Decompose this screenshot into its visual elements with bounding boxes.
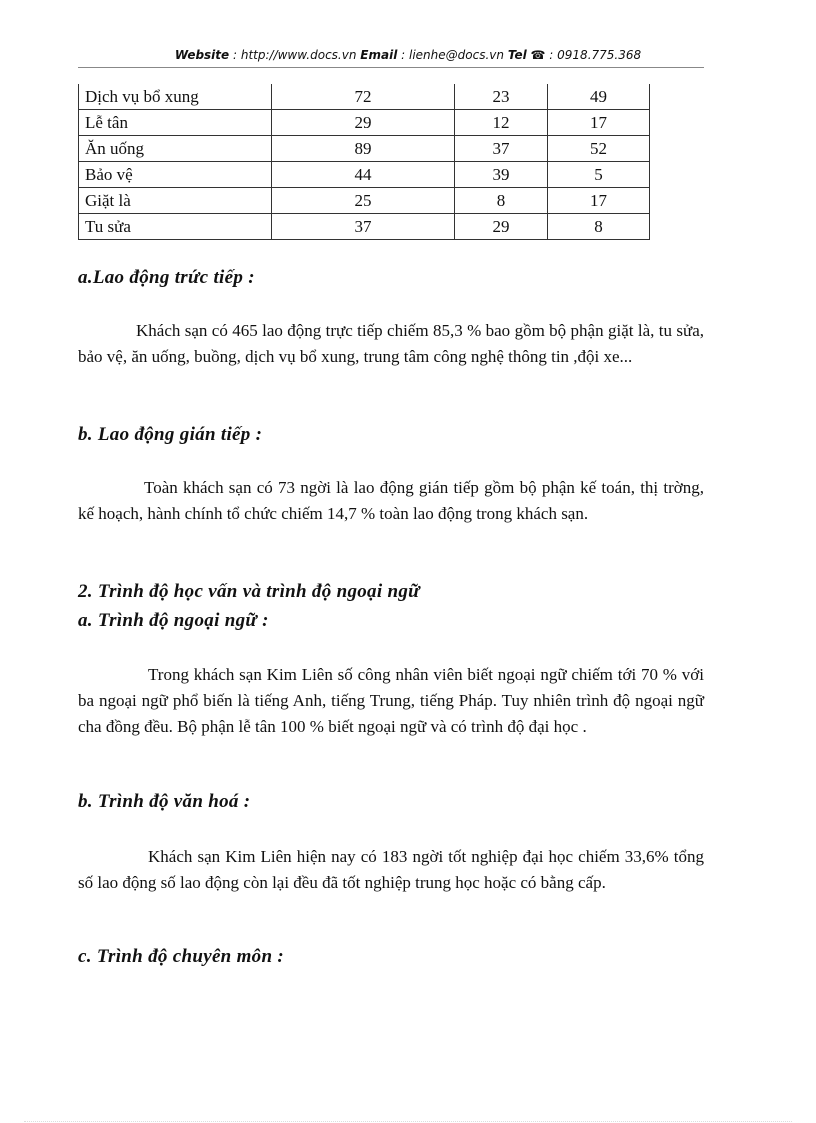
website-value: : http://www.docs.vn (233, 48, 357, 62)
table-cell: 39 (455, 162, 548, 188)
table-cell: 72 (272, 84, 455, 110)
table-cell: 29 (272, 110, 455, 136)
table-cell: 17 (548, 188, 650, 214)
website-label: Website (174, 48, 230, 62)
heading-professional-level: c. Trình độ chuyên môn : (78, 946, 285, 967)
table-cell: 37 (455, 136, 548, 162)
table-cell: Tu sửa (79, 214, 272, 240)
staff-table (78, 84, 650, 240)
table-row (79, 214, 650, 240)
paragraph-direct-labor: Khách sạn có 465 lao động trực tiếp chiếm 85,3 % bao gồm bộ phận giặt là, tu sửa, bảo vệ, ăn uống, buồng, dịch vụ bổ xung, trung tâm công nghệ thông tin ,đội xe... (78, 321, 704, 366)
table-cell: Giặt là (79, 188, 272, 214)
page-header (0, 48, 816, 62)
table-cell: Ăn uống (79, 136, 272, 162)
table-cell: Dịch vụ bổ xung (79, 84, 272, 110)
table-row (79, 188, 650, 214)
table-cell: 89 (272, 136, 455, 162)
table-cell: 8 (548, 214, 650, 240)
heading-education-level: b. Trình độ văn hoá : (78, 791, 251, 812)
heading-indirect-labor: b. Lao động gián tiếp : (78, 424, 263, 445)
table-row (79, 84, 650, 110)
table-cell: 37 (272, 214, 455, 240)
paragraph-education-level: Khách sạn Kim Liên hiện nay có 183 ngời tốt nghiệp đại học chiếm 33,6% tổng số lao động số lao động còn lại đều đã tốt nghiệp trung học hoặc có bằng cấp. (78, 847, 704, 892)
header-divider (78, 67, 704, 68)
paragraph-foreign-language: Trong khách sạn Kim Liên số công nhân viên biết ngoại ngữ chiếm tới 70 % với ba ngoại ngữ phổ biến là tiếng Anh, tiếng Trung, tiếng Pháp. Tuy nhiên trình độ ngoại ngữ cha đồng đều. Bộ phận lễ tân 100 % biết ngoại ngữ và có trình độ đại học . (78, 665, 704, 736)
table-row (79, 162, 650, 188)
email-value: : lienhe@docs.vn (401, 48, 504, 62)
table-cell: 49 (548, 84, 650, 110)
table-cell: 44 (272, 162, 455, 188)
table-row (79, 136, 650, 162)
table-cell: 25 (272, 188, 455, 214)
table-cell: 29 (455, 214, 548, 240)
table-row (79, 110, 650, 136)
heading-education-language: 2. Trình độ học vấn và trình độ ngoại ngữ (78, 581, 420, 602)
table-cell: Lễ tân (79, 110, 272, 136)
heading-direct-labor: a.Lao động trức tiếp : (78, 267, 255, 288)
table-cell: 17 (548, 110, 650, 136)
paragraph-indirect-labor: Toàn khách sạn có 73 ngời là lao động gián tiếp gồm bộ phận kế toán, thị trờng, kế hoạch, hành chính tổ chức chiếm 14,7 % toàn lao động trong khách sạn. (78, 478, 704, 523)
table-cell: 12 (455, 110, 548, 136)
table-cell: 52 (548, 136, 650, 162)
tel-value: ☎ : 0918.775.368 (530, 48, 642, 62)
tel-label: Tel (507, 48, 527, 62)
table-cell: 23 (455, 84, 548, 110)
table-cell: Bảo vệ (79, 162, 272, 188)
table-cell: 5 (548, 162, 650, 188)
table-cell: 8 (455, 188, 548, 214)
heading-foreign-language: a. Trình độ ngoại ngữ : (78, 610, 269, 631)
email-label: Email (360, 48, 398, 62)
footer-divider (24, 1121, 792, 1122)
